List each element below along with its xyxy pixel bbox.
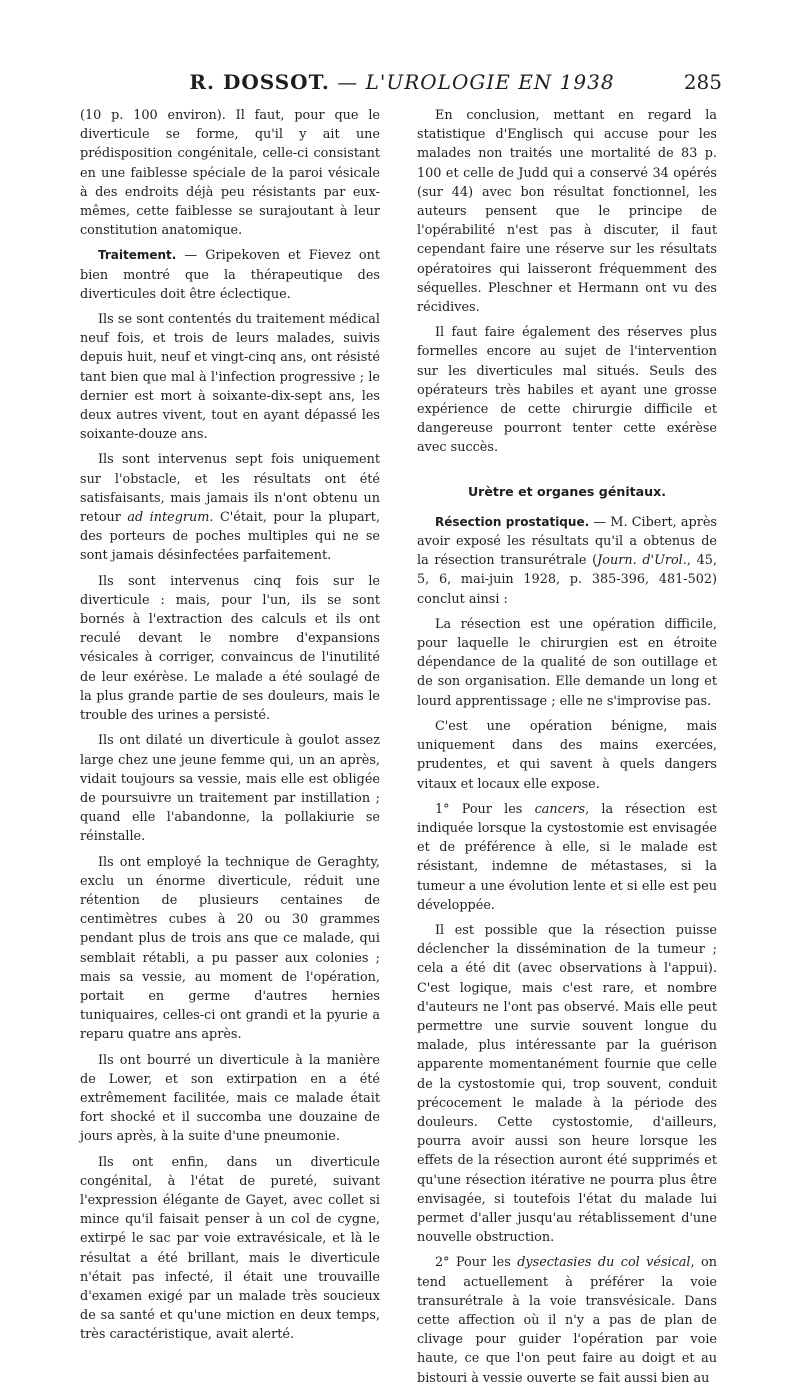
page-number: 285 xyxy=(683,70,722,94)
paragraph: 2° Pour les dysectasies du col vésical, on tend actuellement à préférer la voie transurétrale à la voie transvésicale. Dans cette affection où il n'y a pas de plan de clivage pour guider l'opération par voie haute, ce que l'on peut faire au doigt et au bistouri à vessie ouverte se fait aussi bien au xyxy=(417,1255,717,1386)
right-column xyxy=(417,106,717,1394)
header-journal: L'UROLOGIE EN 1938 xyxy=(365,70,615,94)
running-title xyxy=(82,70,722,94)
treatment-label: Traitement. xyxy=(98,248,177,263)
running-header xyxy=(82,70,722,100)
paragraph: Ils sont intervenus cinq fois sur le diverticule : mais, pour l'un, ils se sont bornés à l'extraction des calculs et ils ont reculé devant le nombre d'expansions vésicales à corriger, convaincus de l'inutilité de leur exérèse. Le malade a été soulagé de la plus grande partie de ses douleurs, mais le trouble des urines a persisté. xyxy=(80,573,380,724)
paragraph: Ils ont bourré un diverticule à la manière de Lower, et son extirpation en a été extrêmement facilitée, mais ce malade était fort shocké et il succomba une douzaine de jours après, à la suite d'une pneumonie. xyxy=(80,1052,380,1145)
paragraph: Ils sont intervenus sept fois uniquement sur l'obstacle, et les résultats ont été satisfaisants, mais jamais ils n'ont obtenu un retour ad integrum. C'était, pour la plupart, des porteurs de poches multiples qui ne se sont jamais désinfectées parfaitement. xyxy=(80,452,381,564)
paragraph: Ils ont employé la technique de Geraghty, exclu un énorme diverticule, réduit une rétention de plusieurs centaines de centimètres cubes à 20 ou 30 grammes pendant plus de trois ans que ce malade, qui semblait rétabli, a pu passer aux colonies ; mais sa vessie, au moment de l'opération, portait en germe d'autres hernies tuniquaires, celles-ci ont grandi et la pyurie a reparu quatre ans après. xyxy=(80,854,380,1043)
paragraph: Ils se sont contentés du traitement médical neuf fois, et trois de leurs malades, suivis depuis huit, neuf et vingt-cinq ans, ont résisté tant bien que mal à l'infection progressive ; le dernier est mort à soixante-dix-sept ans, les deux autres vivent, tout en ayant dépassé les soixante-douze ans. xyxy=(80,312,380,443)
paragraph: (10 p. 100 environ). Il faut, pour que le diverticule se forme, qu'il y ait une prédisposition congénitale, celle-ci consistant en une faiblesse spéciale de la paroi vésicale à des endroits déjà peu résistants par eux-mêmes, cette faiblesse se surajoutant à leur constitution anatomique. xyxy=(80,108,380,239)
paragraph: Résection prostatique. — M. Cibert, après avoir exposé les résultats qu'il a obtenus de la résection transurétrale (Journ. d'Urol., 45, 5, 6, mai-juin 1928, p. 385-396, 481-502) conclut ainsi : xyxy=(417,514,717,607)
paragraph: Ils ont enfin, dans un diverticule congénital, à l'état de pureté, suivant l'expression élégante de Gayet, avec collet si mince qu'il faisait penser à un col de cygne, extirpé le sac par voie extravésicale, et là le résultat a été brillant, mais le diverticule n'était pas infecté, il était une trouvaille d'examen exigé par un malade très soucieux de sa santé et qu'une miction en deux temps, très caractéristique, avait alerté. xyxy=(80,1154,380,1343)
paragraph: Il est possible que la résection puisse déclencher la dissémination de la tumeur ; cela a été dit (avec observations à l'appui). C'est logique, mais c'est rare, et nombre d'auteurs ne l'ont pas observé. Mais elle peut permettre une survie souvent longue du malade, plus intéressante par la guérison apparente momentanément fournie que celle de la cystostomie qui, trop souvent, conduit précocement le malade à la période des douleurs. Cette cystostomie, d'ailleurs, pourra avoir aussi son heure lorsque les effets de la résection auront été supprimés et qu'une résection itérative ne pourra plus être envisagée, si toutefois l'état du malade lui permet d'aller jusqu'au rétablissement d'une nouvelle obstruction. xyxy=(417,922,717,1246)
left-column xyxy=(80,106,380,1351)
resection-label: Résection prostatique. xyxy=(435,514,590,529)
paragraph: Ils ont dilaté un diverticule à goulot assez large chez une jeune femme qui, un an après, vidait toujours sa vessie, mais elle est obligée de poursuivre un traitement par instillation ; quand elle l'abandonne, la pollakiurie se réinstalle. xyxy=(80,733,380,845)
header-author: R. DOSSOT. xyxy=(189,70,330,94)
header-separator: — xyxy=(337,70,359,94)
paragraph: C'est une opération bénigne, mais uniquement dans des mains exercées, prudentes, et qui savent à quels dangers vitaux et locaux elle expose. xyxy=(417,718,717,792)
paragraph: Il faut faire également des réserves plus formelles encore au sujet de l'intervention sur les diverticules mal situés. Seuls des opérateurs très habiles et ayant une grosse expérience de cette chirurgie difficile et dangereuse pourront tenter cette exérèse avec succès. xyxy=(417,325,717,456)
section-heading: Urètre et organes génitaux. xyxy=(467,483,667,499)
paragraph: 1° Pour les cancers, la résection est indiquée lorsque la cystostomie est envisagée et de préférence à elle, si le malade est résistant, indemne de métastases, si la tumeur a une évolution lente et si elle est peu développée. xyxy=(417,801,717,913)
paragraph: Traitement. — Gripekoven et Fievez ont bien montré que la thérapeutique des diverticules doit être éclectique. xyxy=(80,248,380,302)
paragraph: La résection est une opération difficile, pour laquelle le chirurgien est en étroite dépendance de la qualité de son outillage et de son organisation. Elle demande un long et lourd apprentissage ; elle ne s'improvise pas. xyxy=(417,616,717,709)
paragraph: En conclusion, mettant en regard la statistique d'Englisch qui accuse pour les malades non traités une mortalité de 83 p. 100 et celle de Judd qui a conservé 34 opérés (sur 44) avec bon résultat fonctionnel, les auteurs pensent que le principe de l'opérabilité n'est pas à discuter, il faut cependant faire une réserve sur les résultats opératoires qui laisseront fréquemment des séquelles. Pleschner et Hermann ont vu des récidives. xyxy=(417,108,717,316)
